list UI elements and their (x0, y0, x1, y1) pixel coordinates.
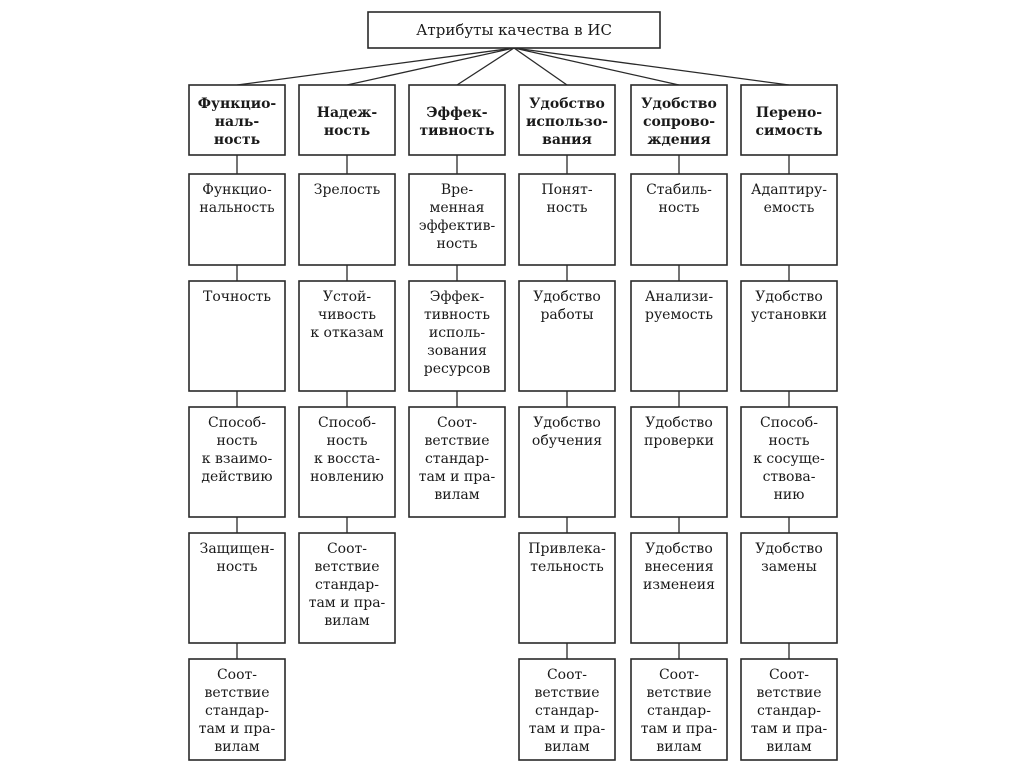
subattribute-label: там и пра- (528, 721, 606, 737)
category-label: сопрово- (642, 114, 716, 130)
subattribute-label: Точность (203, 289, 271, 305)
subattribute-label: Соот- (546, 667, 588, 683)
subattribute-label: действию (201, 469, 273, 485)
category-label: вания (542, 132, 592, 148)
subattribute-label: ресурсов (423, 361, 491, 377)
subattribute-label: Удобство (533, 289, 601, 305)
subattribute-label: ствова- (762, 469, 816, 485)
subattribute-label: менная (429, 200, 485, 216)
column-3 (409, 85, 505, 517)
subattribute-label: ветствие (314, 559, 380, 575)
category-label: использо- (526, 114, 608, 130)
subattribute-label: Удобство (645, 415, 713, 431)
subattribute-label: Соот- (658, 667, 700, 683)
subattribute-label: стандар- (425, 451, 489, 467)
subattribute-label: ность (216, 559, 258, 575)
subattribute-label: ность (768, 433, 810, 449)
subattribute-label: там и пра- (640, 721, 718, 737)
category-label: Удобство (641, 96, 717, 112)
category-label: ность (213, 132, 261, 148)
column-5 (631, 85, 727, 760)
subattribute-label: Удобство (755, 541, 823, 557)
root-connector (457, 48, 514, 85)
category-label: тивность (419, 123, 495, 139)
subattribute-label: Способ- (318, 415, 376, 431)
subattribute-label: к взаимо- (201, 451, 273, 467)
subattribute-label: ность (216, 433, 258, 449)
root-connector (237, 48, 514, 85)
category-label: ность (323, 123, 371, 139)
subattribute-label: там и пра- (418, 469, 496, 485)
subattribute-label: Соот- (768, 667, 810, 683)
subattribute-label: стандар- (315, 577, 379, 593)
category-label: Перено- (755, 105, 823, 121)
subattribute-label: стандар- (647, 703, 711, 719)
category-label: Функцио- (197, 96, 277, 112)
column-1 (189, 85, 285, 760)
attribute-columns (189, 85, 837, 760)
column-6 (741, 85, 837, 760)
subattribute-label: Защищен- (199, 541, 275, 557)
root-label: Атрибуты качества в ИС (416, 21, 612, 39)
category-label: ждения (647, 132, 711, 148)
subattribute-label: стандар- (535, 703, 599, 719)
subattribute-label: Способ- (208, 415, 266, 431)
subattribute-label: руемость (644, 307, 714, 323)
subattribute-label: Эффек- (429, 289, 485, 305)
category-label: наль- (214, 114, 260, 130)
subattribute-label: Стабиль- (646, 182, 712, 198)
subattribute-label: Удобство (533, 415, 601, 431)
subattribute-label: чивость (317, 307, 377, 323)
subattribute-label: проверки (644, 433, 714, 449)
subattribute-label: вилам (324, 613, 370, 629)
subattribute-label: нальность (199, 200, 275, 216)
subattribute-label: вилам (214, 739, 260, 755)
subattribute-label: к сосуще- (753, 451, 825, 467)
subattribute-label: зования (427, 343, 487, 359)
subattribute-label: стандар- (205, 703, 269, 719)
subattribute-label: Адаптиру- (751, 182, 827, 198)
subattribute-label: работы (540, 307, 594, 323)
subattribute-label: ветствие (646, 685, 712, 701)
subattribute-label: исполь- (428, 325, 486, 341)
subattribute-label: вилам (656, 739, 702, 755)
category-label: симость (755, 123, 823, 139)
subattribute-label: установки (751, 307, 827, 323)
subattribute-label: обучения (531, 433, 603, 449)
subattribute-label: Вре- (440, 182, 474, 198)
column-4 (519, 85, 615, 760)
category-label: Удобство (529, 96, 605, 112)
subattribute-label: тивность (424, 307, 490, 323)
subattribute-label: Устой- (322, 289, 372, 305)
subattribute-label: там и пра- (198, 721, 276, 737)
subattribute-label: замены (761, 559, 817, 575)
subattribute-label: Удобство (755, 289, 823, 305)
category-label: Эффек- (426, 105, 488, 121)
subattribute-label: Способ- (760, 415, 818, 431)
subattribute-label: Соот- (436, 415, 478, 431)
subattribute-label: Соот- (326, 541, 368, 557)
subattribute-label: Привлека- (528, 541, 606, 557)
subattribute-label: ность (658, 200, 700, 216)
subattribute-label: нию (773, 487, 805, 503)
subattribute-label: там и пра- (750, 721, 828, 737)
subattribute-label: новлению (310, 469, 384, 485)
subattribute-label: тельность (530, 559, 604, 575)
subattribute-label: емость (763, 200, 815, 216)
root-node (368, 12, 660, 48)
category-label: Надеж- (316, 105, 378, 121)
subattribute-label: Удобство (645, 541, 713, 557)
subattribute-label: Функцио- (202, 182, 272, 198)
subattribute-label: к отказам (310, 325, 384, 341)
subattribute-label: к восста- (313, 451, 381, 467)
subattribute-label: ветствие (756, 685, 822, 701)
subattribute-label: там и пра- (308, 595, 386, 611)
subattribute-label: ветствие (204, 685, 270, 701)
subattribute-label: Зрелость (313, 182, 381, 198)
subattribute-label: ветствие (424, 433, 490, 449)
subattribute-label: изменеия (643, 577, 715, 593)
subattribute-label: Понят- (541, 182, 593, 198)
subattribute-label: ветствие (534, 685, 600, 701)
subattribute-label: ность (436, 236, 478, 252)
subattribute-label: ность (546, 200, 588, 216)
subattribute-label: Анализи- (644, 289, 714, 305)
subattribute-label: внесения (644, 559, 714, 575)
subattribute-label: вилам (544, 739, 590, 755)
subattribute-label: ность (326, 433, 368, 449)
subattribute-label: стандар- (757, 703, 821, 719)
subattribute-label: вилам (766, 739, 812, 755)
subattribute-label: Соот- (216, 667, 258, 683)
subattribute-label: вилам (434, 487, 480, 503)
subattribute-label: эффектив- (418, 218, 496, 234)
